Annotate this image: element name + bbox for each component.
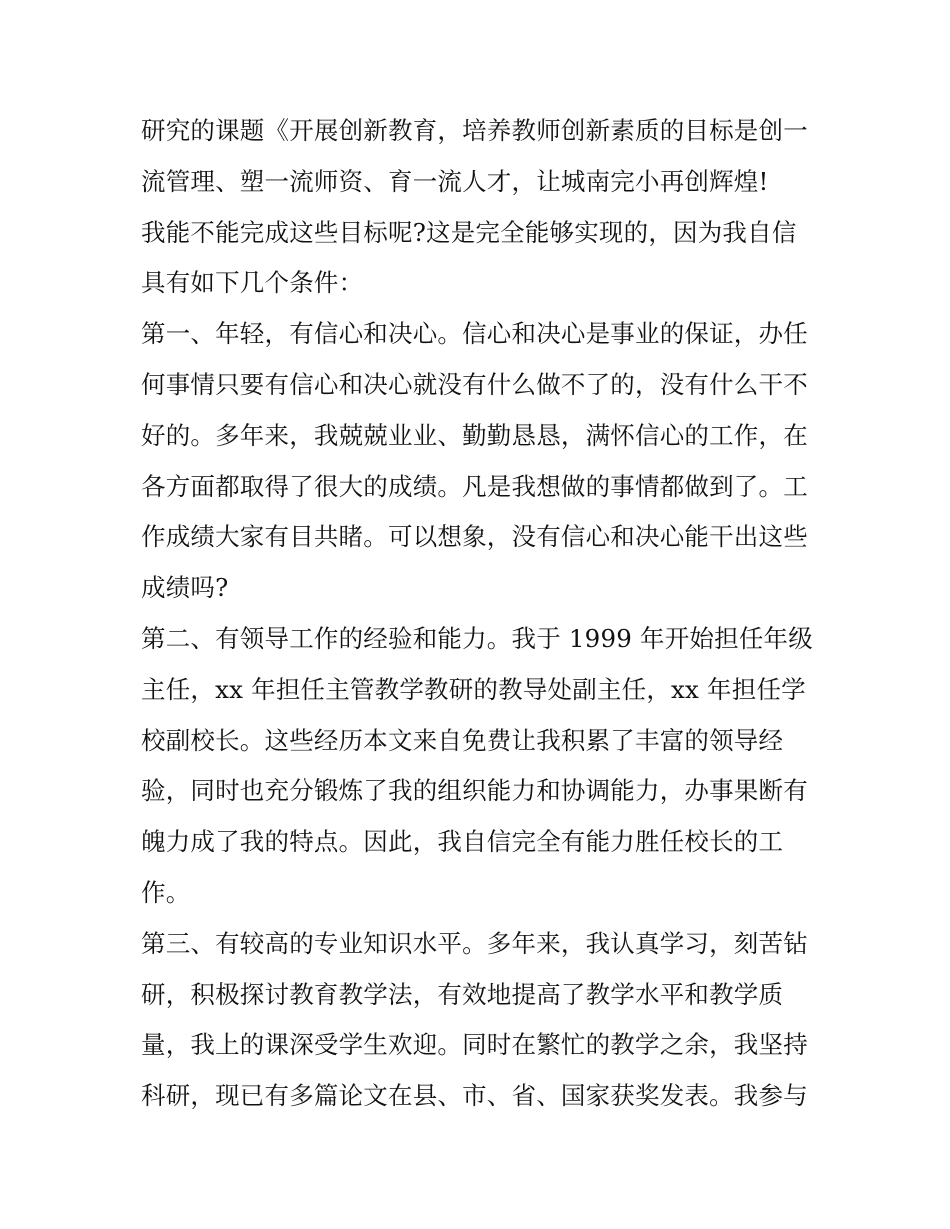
text-line: 验，同时也充分锻炼了我的组织能力和协调能力，办事果断有 <box>141 776 808 806</box>
text-line: 研究的课题《开展创新教育，培养教师创新素质的目标是创一 <box>141 116 808 145</box>
text-line: 主任，xx 年担任主管教学教研的教导处副主任，xx 年担任学 <box>141 674 806 704</box>
text-line: 研，积极探讨教育教学法，有效地提高了教学水平和教学质 <box>141 979 784 1009</box>
text-line: 我能不能完成这些目标呢?这是完全能够实现的，因为我自信 <box>141 217 797 247</box>
text-line: 第二、有领导工作的经验和能力。我于 1999 年开始担任年级 <box>141 623 813 653</box>
text-line: 作成绩大家有目共睹。可以想象，没有信心和决心能干出这些 <box>141 522 808 552</box>
text-line: 好的。多年来，我兢兢业业、勤勤恳恳，满怀信心的工作，在 <box>141 420 808 450</box>
text-line: 第一、年轻，有信心和决心。信心和决心是事业的保证，办任 <box>141 319 808 349</box>
text-line: 量，我上的课深受学生欢迎。同时在繁忙的教学之余，我坚持 <box>141 1030 808 1060</box>
body-text <box>141 106 821 1122</box>
text-line: 第三、有较高的专业知识水平。多年来，我认真学习，刻苦钻 <box>141 928 808 958</box>
text-line: 校副校长。这些经历本文来自免费让我积累了丰富的领导经 <box>141 725 784 755</box>
text-line: 成绩吗? <box>141 573 229 603</box>
text-line: 具有如下几个条件： <box>141 268 364 298</box>
text-line: 科研，现已有多篇论文在县、市、省、国家获奖发表。我参与 <box>141 1081 808 1111</box>
text-line: 各方面都取得了很大的成绩。凡是我想做的事情都做到了。工 <box>141 471 808 501</box>
text-line: 作。 <box>141 877 191 907</box>
text-line: 何事情只要有信心和决心就没有什么做不了的，没有什么干不 <box>141 369 808 399</box>
text-line: 魄力成了我的特点。因此，我自信完全有能力胜任校长的工 <box>141 827 784 857</box>
text-line: 流管理、塑一流师资、育一流人才，让城南完小再创辉煌! <box>141 166 769 196</box>
